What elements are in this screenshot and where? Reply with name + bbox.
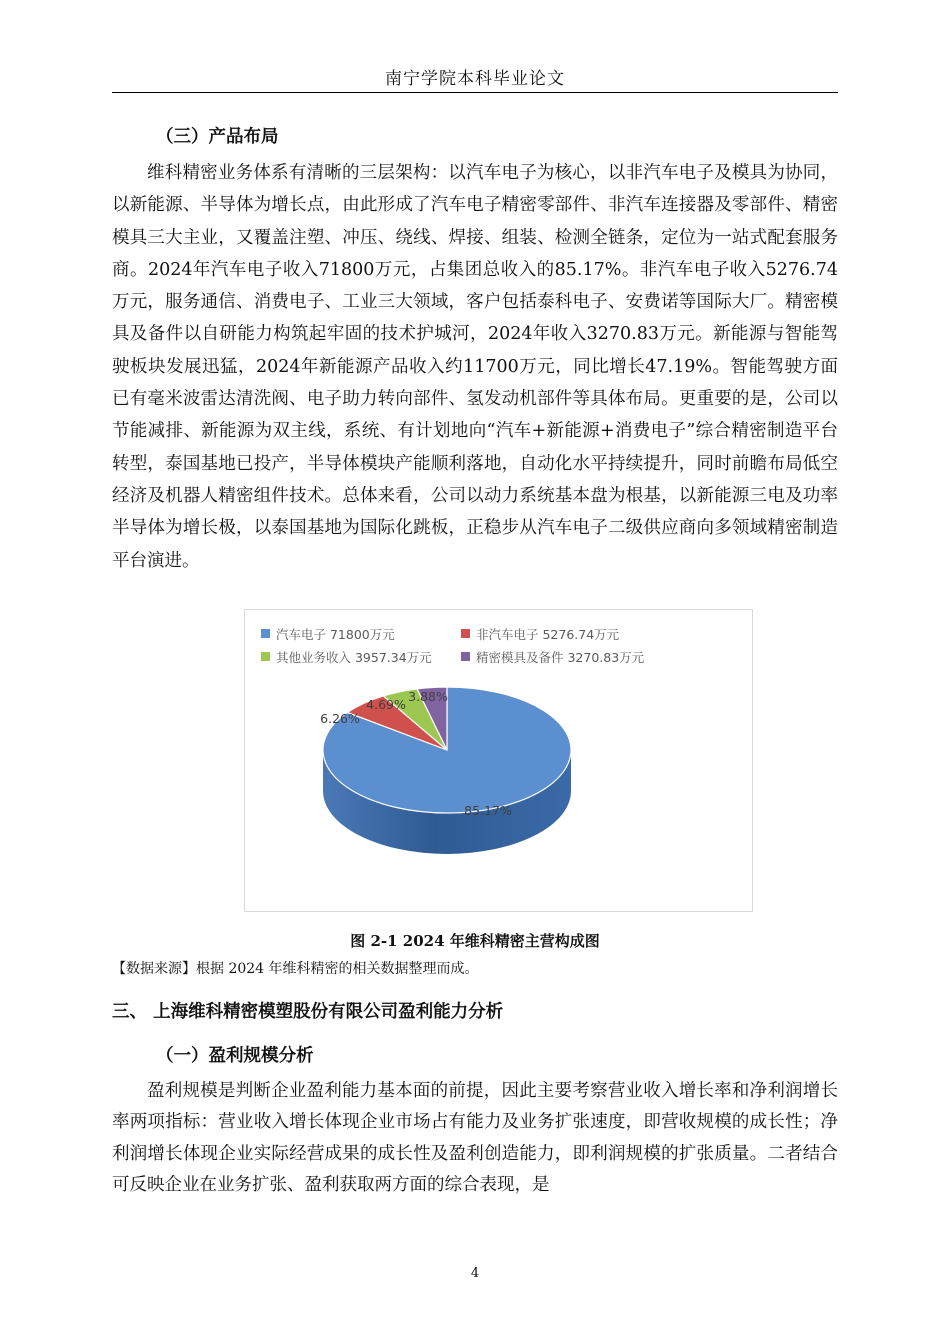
data-label-percent: 4.69%: [366, 697, 406, 712]
page-number: 4: [470, 1266, 480, 1281]
legend-label: 精密模具及备件 3270.83万元: [476, 649, 645, 665]
subsection-heading-profit-scale: （一）盈利规模分析: [156, 1046, 314, 1066]
paragraph-profit-scale: 盈利规模是判断企业盈利能力基本面的前提，因此主要考察营业收入增长率和净利润增长率两项指标：营业收入增长体现企业市场占有能力及业务扩张速度，即营收规模的成长性；净利润增长体现企业实际经营成果的成长性及盈利创造能力，即利润规模的扩张质量。二者结合可反映企业在业务扩张、盈利获取两方面的综合表现，是: [112, 1081, 838, 1195]
header-divider: [112, 92, 838, 93]
legend-label: 其他业务收入 3957.34万元: [276, 649, 432, 665]
data-label-percent: 85.17%: [464, 803, 512, 818]
data-label-percent: 6.26%: [320, 711, 360, 726]
legend-label: 汽车电子 71800万元: [276, 626, 395, 642]
figure-source-note: 【数据来源】根据 2024 年维科精密的相关数据整理而成。: [112, 961, 479, 977]
pie-chart: [245, 610, 752, 911]
page-header-title: 南宁学院本科毕业论文: [385, 69, 565, 89]
figure-caption: 图 2-1 2024 年维科精密主营构成图: [350, 932, 600, 950]
pie-chart-container: [244, 609, 753, 912]
data-label-percent: 3.88%: [408, 689, 448, 704]
section-heading-product-layout: （三）产品布局: [156, 127, 279, 147]
legend-label: 非汽车电子 5276.74万元: [476, 626, 620, 642]
paragraph-product-layout: 维科精密业务体系有清晰的三层架构：以汽车电子为核心，以非汽车电子及模具为协同，以新能源、半导体为增长点，由此形成了汽车电子精密零部件、非汽车连接器及零部件、精密模具三大主业，又覆盖注塑、冲压、绕线、焊接、组装、检测全链条，定位为一站式配套服务商。2024年汽车电子收入71800万元，占集团总收入的85.17%。非汽车电子收入5276.74万元，服务通信、消费电子、工业三大领域，客户包括泰科电子、安费诺等国际大厂。精密模具及备件以自研能力构筑起牢固的技术护城河，2024年收入3270.83万元。新能源与智能驾驶板块发展迅猛，2024年新能源产品收入约11700万元，同比增长47.19%。智能驾驶方面已有毫米波雷达清洗阀、电子助力转向部件、氢发动机部件等具体布局。更重要的是，公司以节能减排、新能源为双主线，系统、有计划地向“汽车+新能源+消费电子”综合精密制造平台转型，泰国基地已投产，半导体模块产能顺利落地，自动化水平持续提升，同时前瞻布局低空经济及机器人精密组件技术。总体来看，公司以动力系统基本盘为根基，以新能源三电及功率半导体为增长极，以泰国基地为国际化跳板，正稳步从汽车电子二级供应商向多领域精密制造平台演进。: [112, 163, 838, 571]
chapter-heading-profitability: 三、 上海维科精密模塑股份有限公司盈利能力分析: [112, 1002, 504, 1022]
